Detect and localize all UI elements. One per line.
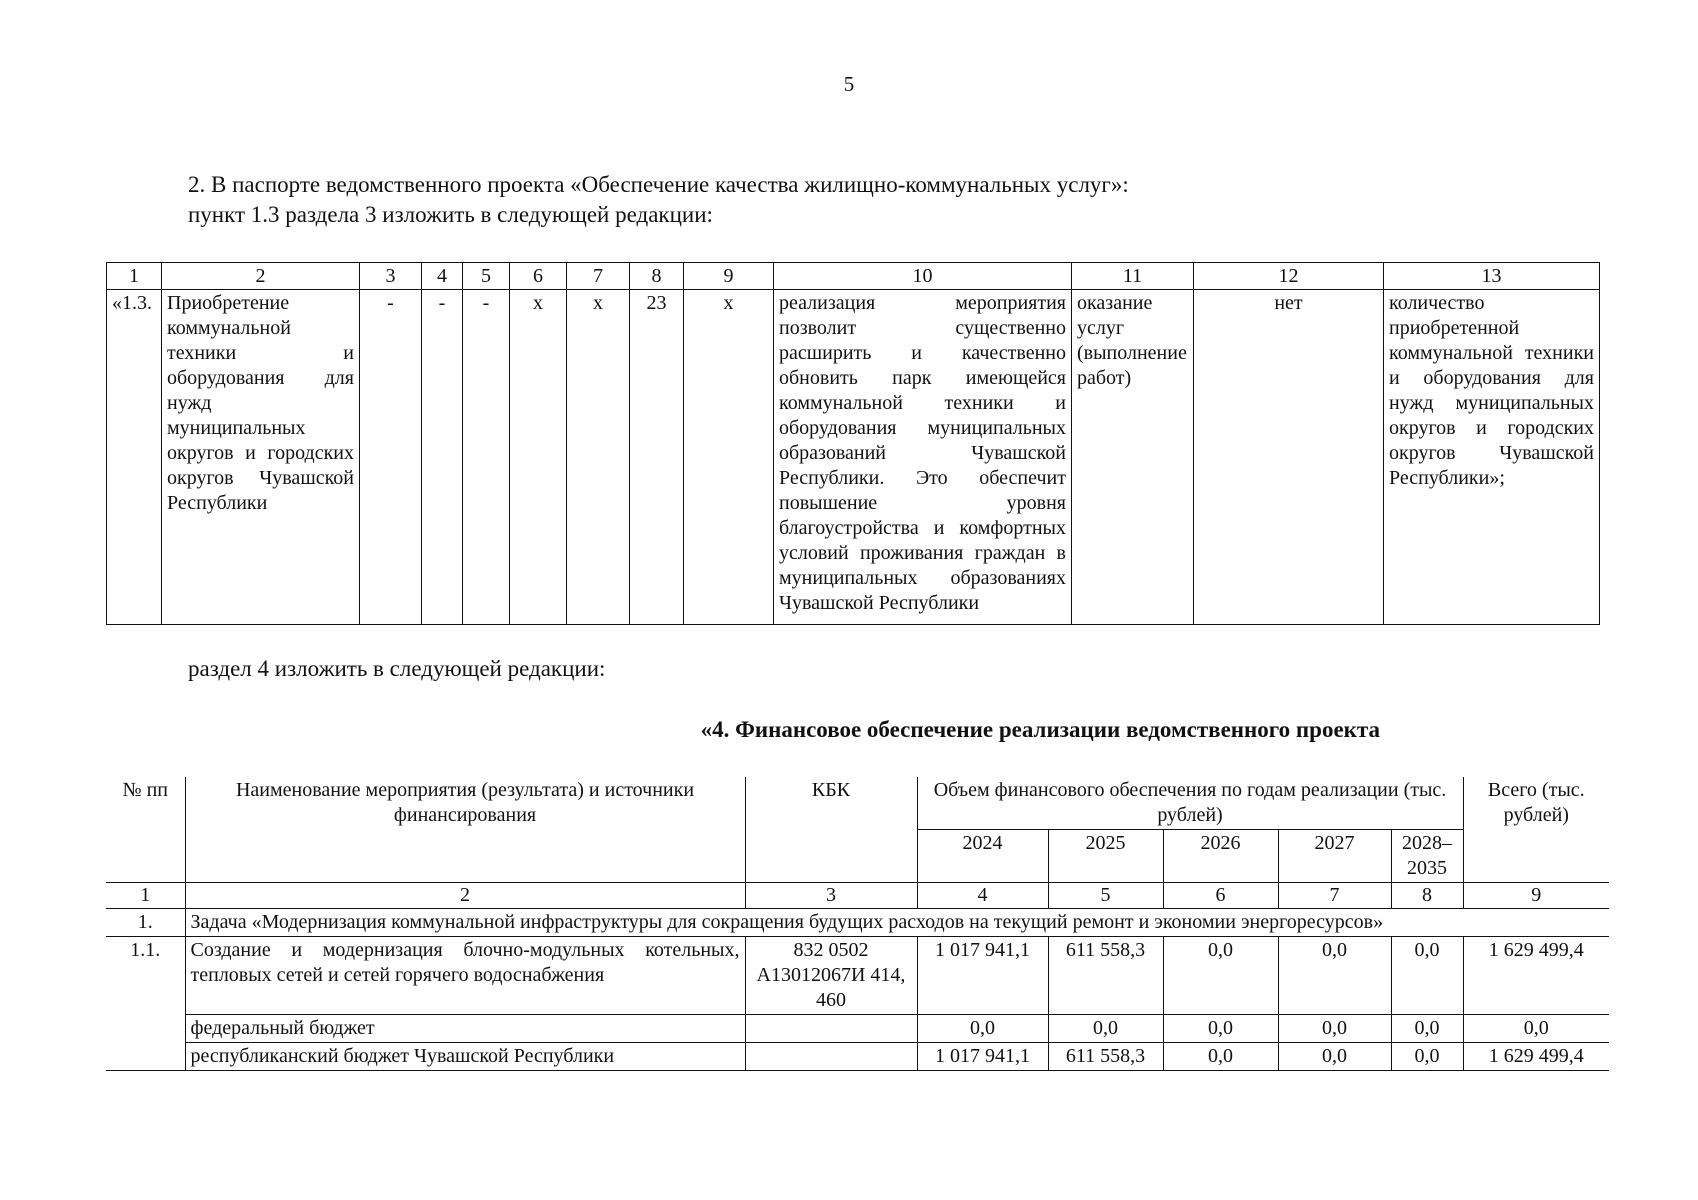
col-num: 2 (185, 883, 745, 909)
col-num: 4 (917, 883, 1048, 909)
value-2028-2035: 0,0 (1391, 937, 1463, 1015)
value-2027: 0,0 (1278, 937, 1391, 1015)
item-effect: реализация мероприятия позволит существенно расширить и качественно обновить парк имеющейся коммунальной техники и оборудования муниципальных образований Чувашской Республики. Это обеспечит повышение уровня благоустройства и комфортных условий проживания граждан в муниципальных образованиях Чувашской Республики (774, 290, 1072, 625)
col-num: 8 (630, 263, 684, 290)
header-name: Наименование мероприятия (результата) и источники финансирования (185, 777, 745, 883)
col-num: 8 (1391, 883, 1463, 909)
col-num: 7 (1278, 883, 1391, 909)
cell-5: - (463, 290, 510, 625)
col-num: 7 (567, 263, 630, 290)
cell-6: х (510, 290, 567, 625)
col-num: 3 (745, 883, 917, 909)
item-name: Приобретение коммунальной техники и оборудования для нужд муниципальных округов и городских округов Чувашской Республики (162, 290, 360, 625)
value-2024: 1 017 941,1 (917, 937, 1048, 1015)
table-row (106, 937, 1609, 1015)
intro-text (188, 170, 1129, 230)
col-num: 1 (106, 883, 185, 909)
value-2026: 0,0 (1163, 1043, 1278, 1071)
cell-8: 23 (630, 290, 684, 625)
value-total: 1 629 499,4 (1463, 1043, 1609, 1071)
col-num: 1 (107, 263, 162, 290)
col-num: 12 (1194, 263, 1384, 290)
value-2026: 0,0 (1163, 937, 1278, 1015)
item-number: 1.1. (106, 937, 185, 1071)
intro-line-2: пункт 1.3 раздела 3 изложить в следующей редакции: (188, 202, 713, 227)
source-name: республиканский бюджет Чувашской Республики (185, 1043, 745, 1071)
col-num: 5 (463, 263, 510, 290)
source-kbk (745, 1043, 917, 1071)
item-kbk: 832 0502 А13012067И 414, 460 (745, 937, 917, 1015)
value-2028-2035: 0,0 (1391, 1043, 1463, 1071)
section-heading: «4. Финансовое обеспечение реализации ведомственного проекта (700, 717, 1380, 742)
cell-12: нет (1194, 290, 1384, 625)
header-year-2028-2035: 2028–2035 (1391, 830, 1463, 883)
task-number: 1. (106, 909, 185, 937)
table-row (106, 1043, 1609, 1071)
item-name: Создание и модернизация блочно-модульных котельных, тепловых сетей и сетей горячего водоснабжения (185, 937, 745, 1015)
header-year-2024: 2024 (917, 830, 1048, 883)
col-num: 11 (1072, 263, 1194, 290)
value-2025: 0,0 (1048, 1015, 1163, 1043)
task-text: Задача «Модернизация коммунальной инфраструктуры для сокращения будущих расходов на текущий ремонт и экономии энергоресурсов» (185, 909, 1609, 937)
col-num: 4 (422, 263, 463, 290)
col-num: 6 (1163, 883, 1278, 909)
item-number: «1.3. (107, 290, 162, 625)
col-num: 3 (360, 263, 422, 290)
value-2025: 611 558,3 (1048, 1043, 1163, 1071)
value-2024: 0,0 (917, 1015, 1048, 1043)
col-num: 6 (510, 263, 567, 290)
value-2026: 0,0 (1163, 1015, 1278, 1043)
header-row-1 (106, 777, 1609, 830)
col-num: 10 (774, 263, 1072, 290)
value-2027: 0,0 (1278, 1015, 1391, 1043)
column-number-row (107, 263, 1600, 290)
col-num: 9 (684, 263, 774, 290)
source-name: федеральный бюджет (185, 1015, 745, 1043)
header-kbk: КБК (745, 777, 917, 883)
value-2024: 1 017 941,1 (917, 1043, 1048, 1071)
task-row (106, 909, 1609, 937)
cell-9: х (684, 290, 774, 625)
value-2027: 0,0 (1278, 1043, 1391, 1071)
item-type: оказание услуг (выполнение работ) (1072, 290, 1194, 625)
header-total: Всего (тыс. рублей) (1463, 777, 1609, 883)
col-num: 2 (162, 263, 360, 290)
col-num: 9 (1463, 883, 1609, 909)
cell-7: х (567, 290, 630, 625)
header-year-2025: 2025 (1048, 830, 1163, 883)
header-num: № пп (106, 777, 185, 883)
value-total: 1 629 499,4 (1463, 937, 1609, 1015)
passport-table (106, 262, 1600, 625)
page-number: 5 (843, 72, 855, 96)
cell-4: - (422, 290, 463, 625)
header-year-2027: 2027 (1278, 830, 1391, 883)
value-total: 0,0 (1463, 1015, 1609, 1043)
financing-table (106, 777, 1609, 1071)
value-2028-2035: 0,0 (1391, 1015, 1463, 1043)
col-num: 13 (1384, 263, 1600, 290)
header-volume: Объем финансового обеспечения по годам реализации (тыс. рублей) (917, 777, 1463, 830)
header-year-2026: 2026 (1163, 830, 1278, 883)
table-row (107, 290, 1600, 625)
cell-3: - (360, 290, 422, 625)
column-number-row (106, 883, 1609, 909)
table-row (106, 1015, 1609, 1043)
intro-line-1: 2. В паспорте ведомственного проекта «Обеспечение качества жилищно-коммунальных услуг»: (188, 172, 1129, 197)
value-2025: 611 558,3 (1048, 937, 1163, 1015)
item-indicator: количество приобретенной коммунальной техники и оборудования для нужд муниципальных округов и городских округов Чувашской Республики»; (1384, 290, 1600, 625)
section-4-intro: раздел 4 изложить в следующей редакции: (188, 656, 606, 681)
col-num: 5 (1048, 883, 1163, 909)
source-kbk (745, 1015, 917, 1043)
